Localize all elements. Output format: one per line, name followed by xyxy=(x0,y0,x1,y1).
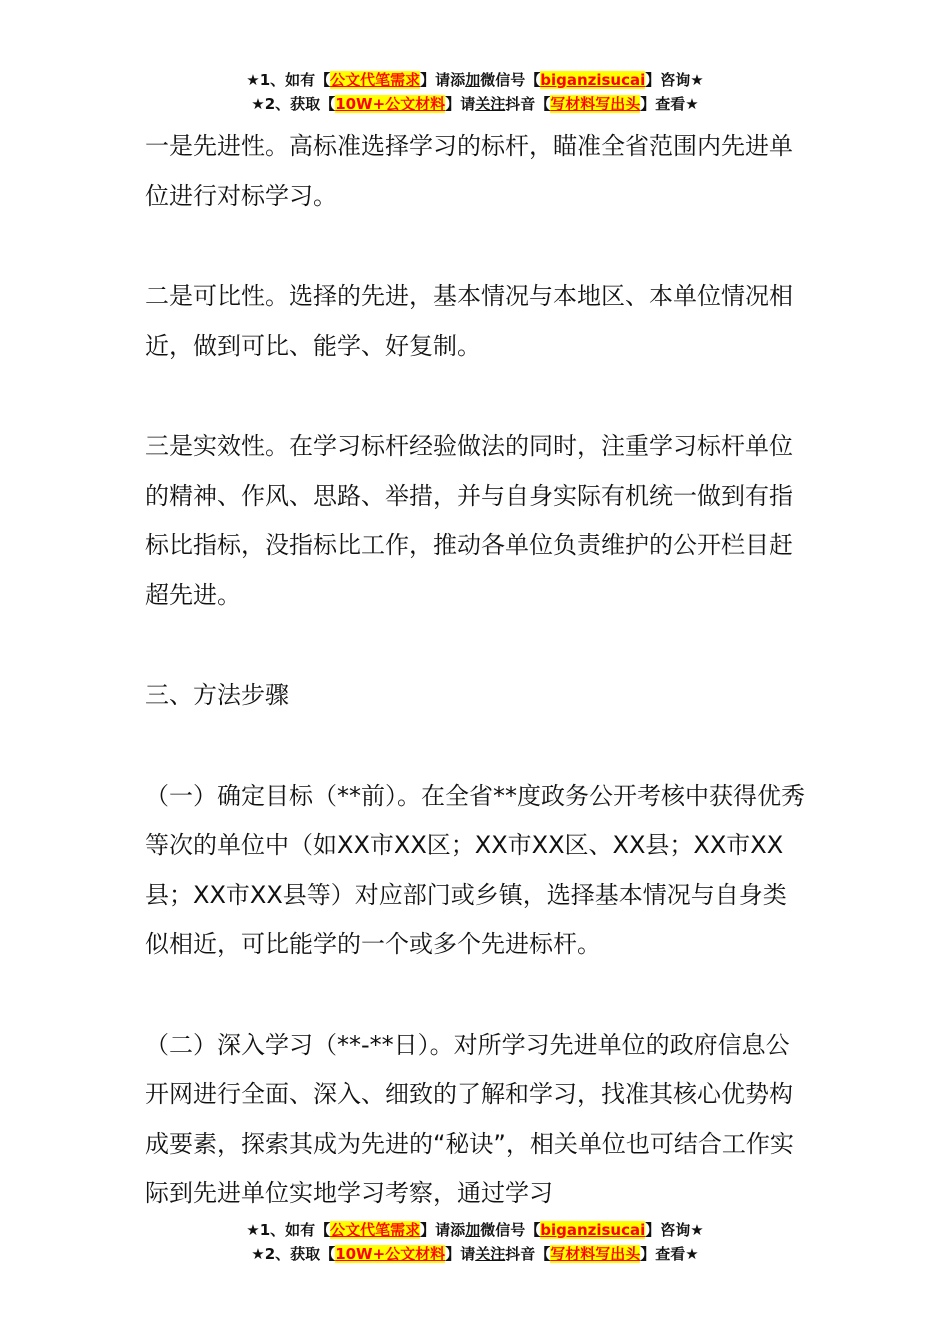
promo-highlight: 10W+公文材料 xyxy=(335,95,446,113)
promo-text: 抖音【 xyxy=(505,1245,551,1263)
promo-line-2 xyxy=(0,1242,950,1266)
promo-line-2 xyxy=(0,92,950,116)
promo-text: 】咨询★ xyxy=(645,1221,704,1239)
wechat-id-highlight: biganzisucai xyxy=(540,1221,646,1239)
promo-text: ★2、获取【 xyxy=(251,1245,336,1263)
paragraph-advanced: 一是先进性。高标准选择学习的标杆，瞄准全省范围内先进单位进行对标学习。 xyxy=(145,132,793,210)
promo-text: ★1、如有【 xyxy=(246,71,331,89)
douyin-id-highlight: 写材料写出头 xyxy=(550,95,641,113)
paragraph-step-1: （一）确定目标（**前）。在全省**度政务公开考核中获得优秀等次的单位中（如XX市XX区；XX市XX区、XX县；XX市XX县；XX市XX县等）对应部门或乡镇，选择基本情况与自身类似相近，可比能学的一个或多个先进标杆。 xyxy=(145,781,805,958)
paragraph-effective: 三是实效性。在学习标杆经验做法的同时，注重学习标杆单位的精神、作风、思路、举措，并与自身实际有机统一做到有指标比指标，没指标比工作，推动各单位负责维护的公开栏目赶超先进。 xyxy=(145,432,793,609)
promo-highlight: 10W+公文材料 xyxy=(335,1245,446,1263)
promo-text: 抖音【 xyxy=(505,95,551,113)
promo-text: 微信号【 xyxy=(480,71,541,89)
promo-text: 】查看★ xyxy=(640,1245,699,1263)
promo-text: 】请添 xyxy=(420,1221,466,1239)
wechat-id-highlight: biganzisucai xyxy=(540,71,646,89)
promo-text: 】咨询★ xyxy=(645,71,704,89)
promo-text: ★1、如有【 xyxy=(246,1221,331,1239)
promo-underline: 加 xyxy=(465,1221,481,1239)
promo-line-1 xyxy=(0,68,950,92)
promo-text: 】请添 xyxy=(420,71,466,89)
promo-underline: 加 xyxy=(465,71,481,89)
promo-highlight: 公文代笔需求 xyxy=(330,1221,421,1239)
promo-underline: 关注 xyxy=(475,1245,506,1263)
bottom-promo-banner xyxy=(0,1218,950,1266)
promo-underline: 关注 xyxy=(475,95,506,113)
promo-text: 】请 xyxy=(445,95,476,113)
promo-line-1 xyxy=(0,1218,950,1242)
paragraph-step-2: （二）深入学习（**-**日）。对所学习先进单位的政府信息公开网进行全面、深入、细致的了解和学习，找准其核心优势构成要素，探索其成为先进的“秘诀”，相关单位也可结合工作实际到先进单位实地学习考察，通过学习 xyxy=(145,1030,794,1207)
document-body xyxy=(145,122,810,1219)
promo-highlight: 公文代笔需求 xyxy=(330,71,421,89)
promo-text: 】查看★ xyxy=(640,95,699,113)
paragraph-comparable: 二是可比性。选择的先进，基本情况与本地区、本单位情况相近，做到可比、能学、好复制。 xyxy=(145,282,793,360)
promo-text: 微信号【 xyxy=(480,1221,541,1239)
promo-text: 】请 xyxy=(445,1245,476,1263)
top-promo-banner xyxy=(0,68,950,116)
douyin-id-highlight: 写材料写出头 xyxy=(550,1245,641,1263)
section-heading-methods: 三、方法步骤 xyxy=(145,681,289,709)
promo-text: ★2、获取【 xyxy=(251,95,336,113)
